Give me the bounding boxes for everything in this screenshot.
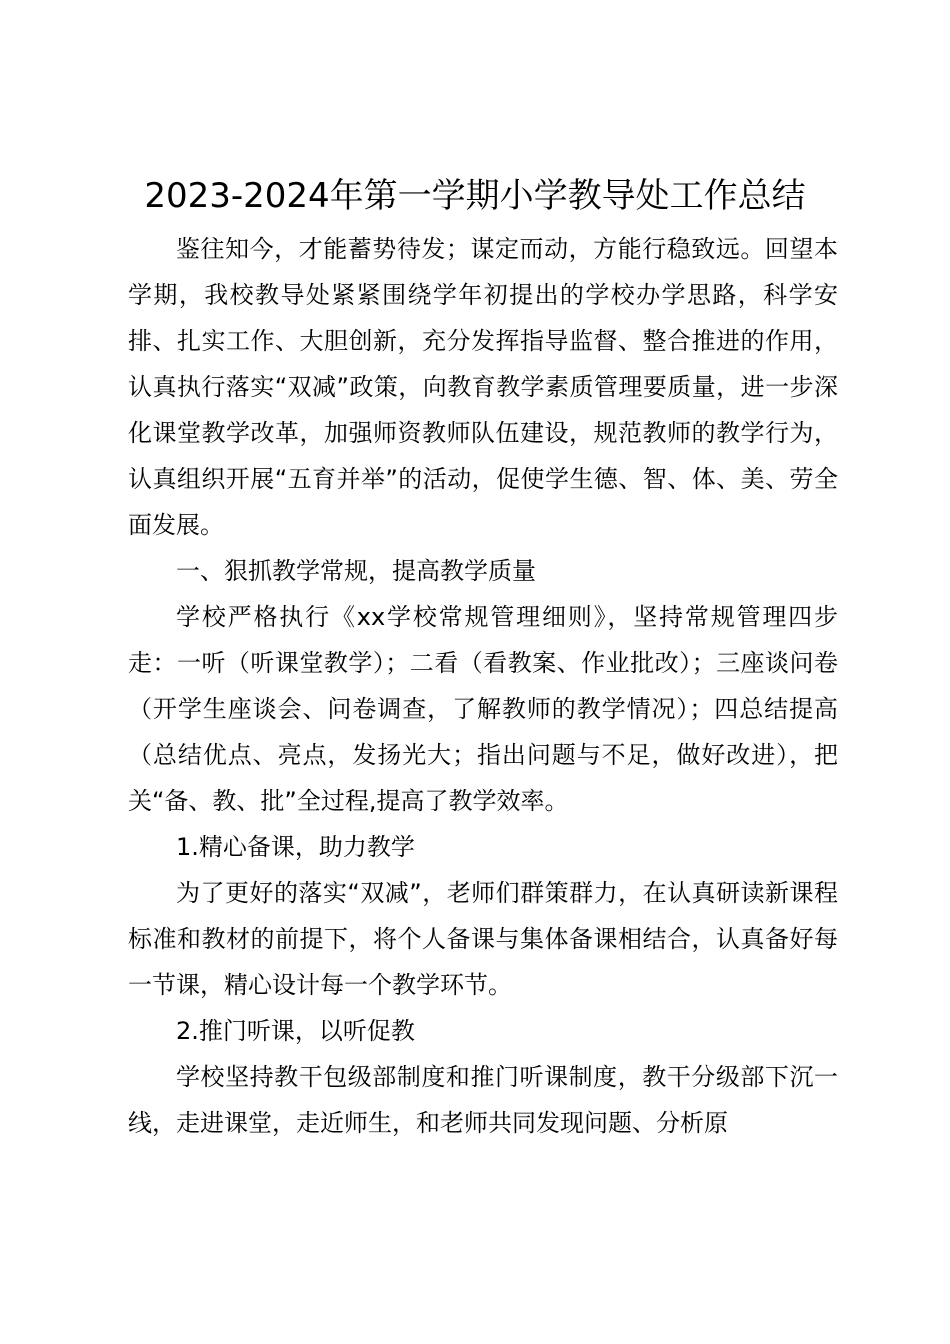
section-1-paragraph: 学校严格执行《xx学校常规管理细则》，坚持常规管理四步走：一听（听课堂教学）；二看（看教案、作业批改）；三座谈问卷（开学生座谈会、问卷调查，了解教师的教学情况）；四总结提高（总结优点、亮点，发扬光大；指出问题与不足，做好改进），把关“备、教、批”全过程,提高了教学效率。: [128, 603, 838, 815]
intro-paragraph: 鉴往知今，才能蓄势待发；谋定而动，方能行稳致远。回望本学期，我校教导处紧紧围绕学年初提出的学校办学思路，科学安排、扎实工作、大胆创新，充分发挥指导监督、整合推进的作用，认真执行落实“双减”政策，向教育教学素质管理要质量，进一步深化课堂教学改革，加强师资教师队伍建设，规范教师的教学行为，认真组织开展“五育并举”的活动，促使学生德、智、体、美、劳全面发展。: [128, 235, 838, 539]
document-body: [128, 226, 838, 1146]
subsection-2-paragraph: 学校坚持教干包级部制度和推门听课制度，教干分级部下沉一线，走进课堂，走近师生，和老师共同发现问题、分析原: [128, 1063, 838, 1137]
document-title: 2023-2024年第一学期小学教导处工作总结: [144, 176, 806, 216]
subsection-heading-2: 2.推门听课，以听促教: [176, 1017, 415, 1045]
section-heading-1: 一、狠抓教学常规，提高教学质量: [176, 557, 536, 585]
subsection-1-paragraph: 为了更好的落实“双减”，老师们群策群力，在认真研读新课程标准和教材的前提下，将个人备课与集体备课相结合，认真备好每一节课，精心设计每一个教学环节。: [128, 879, 838, 999]
subsection-heading-1: 1.精心备课，助力教学: [176, 833, 415, 861]
